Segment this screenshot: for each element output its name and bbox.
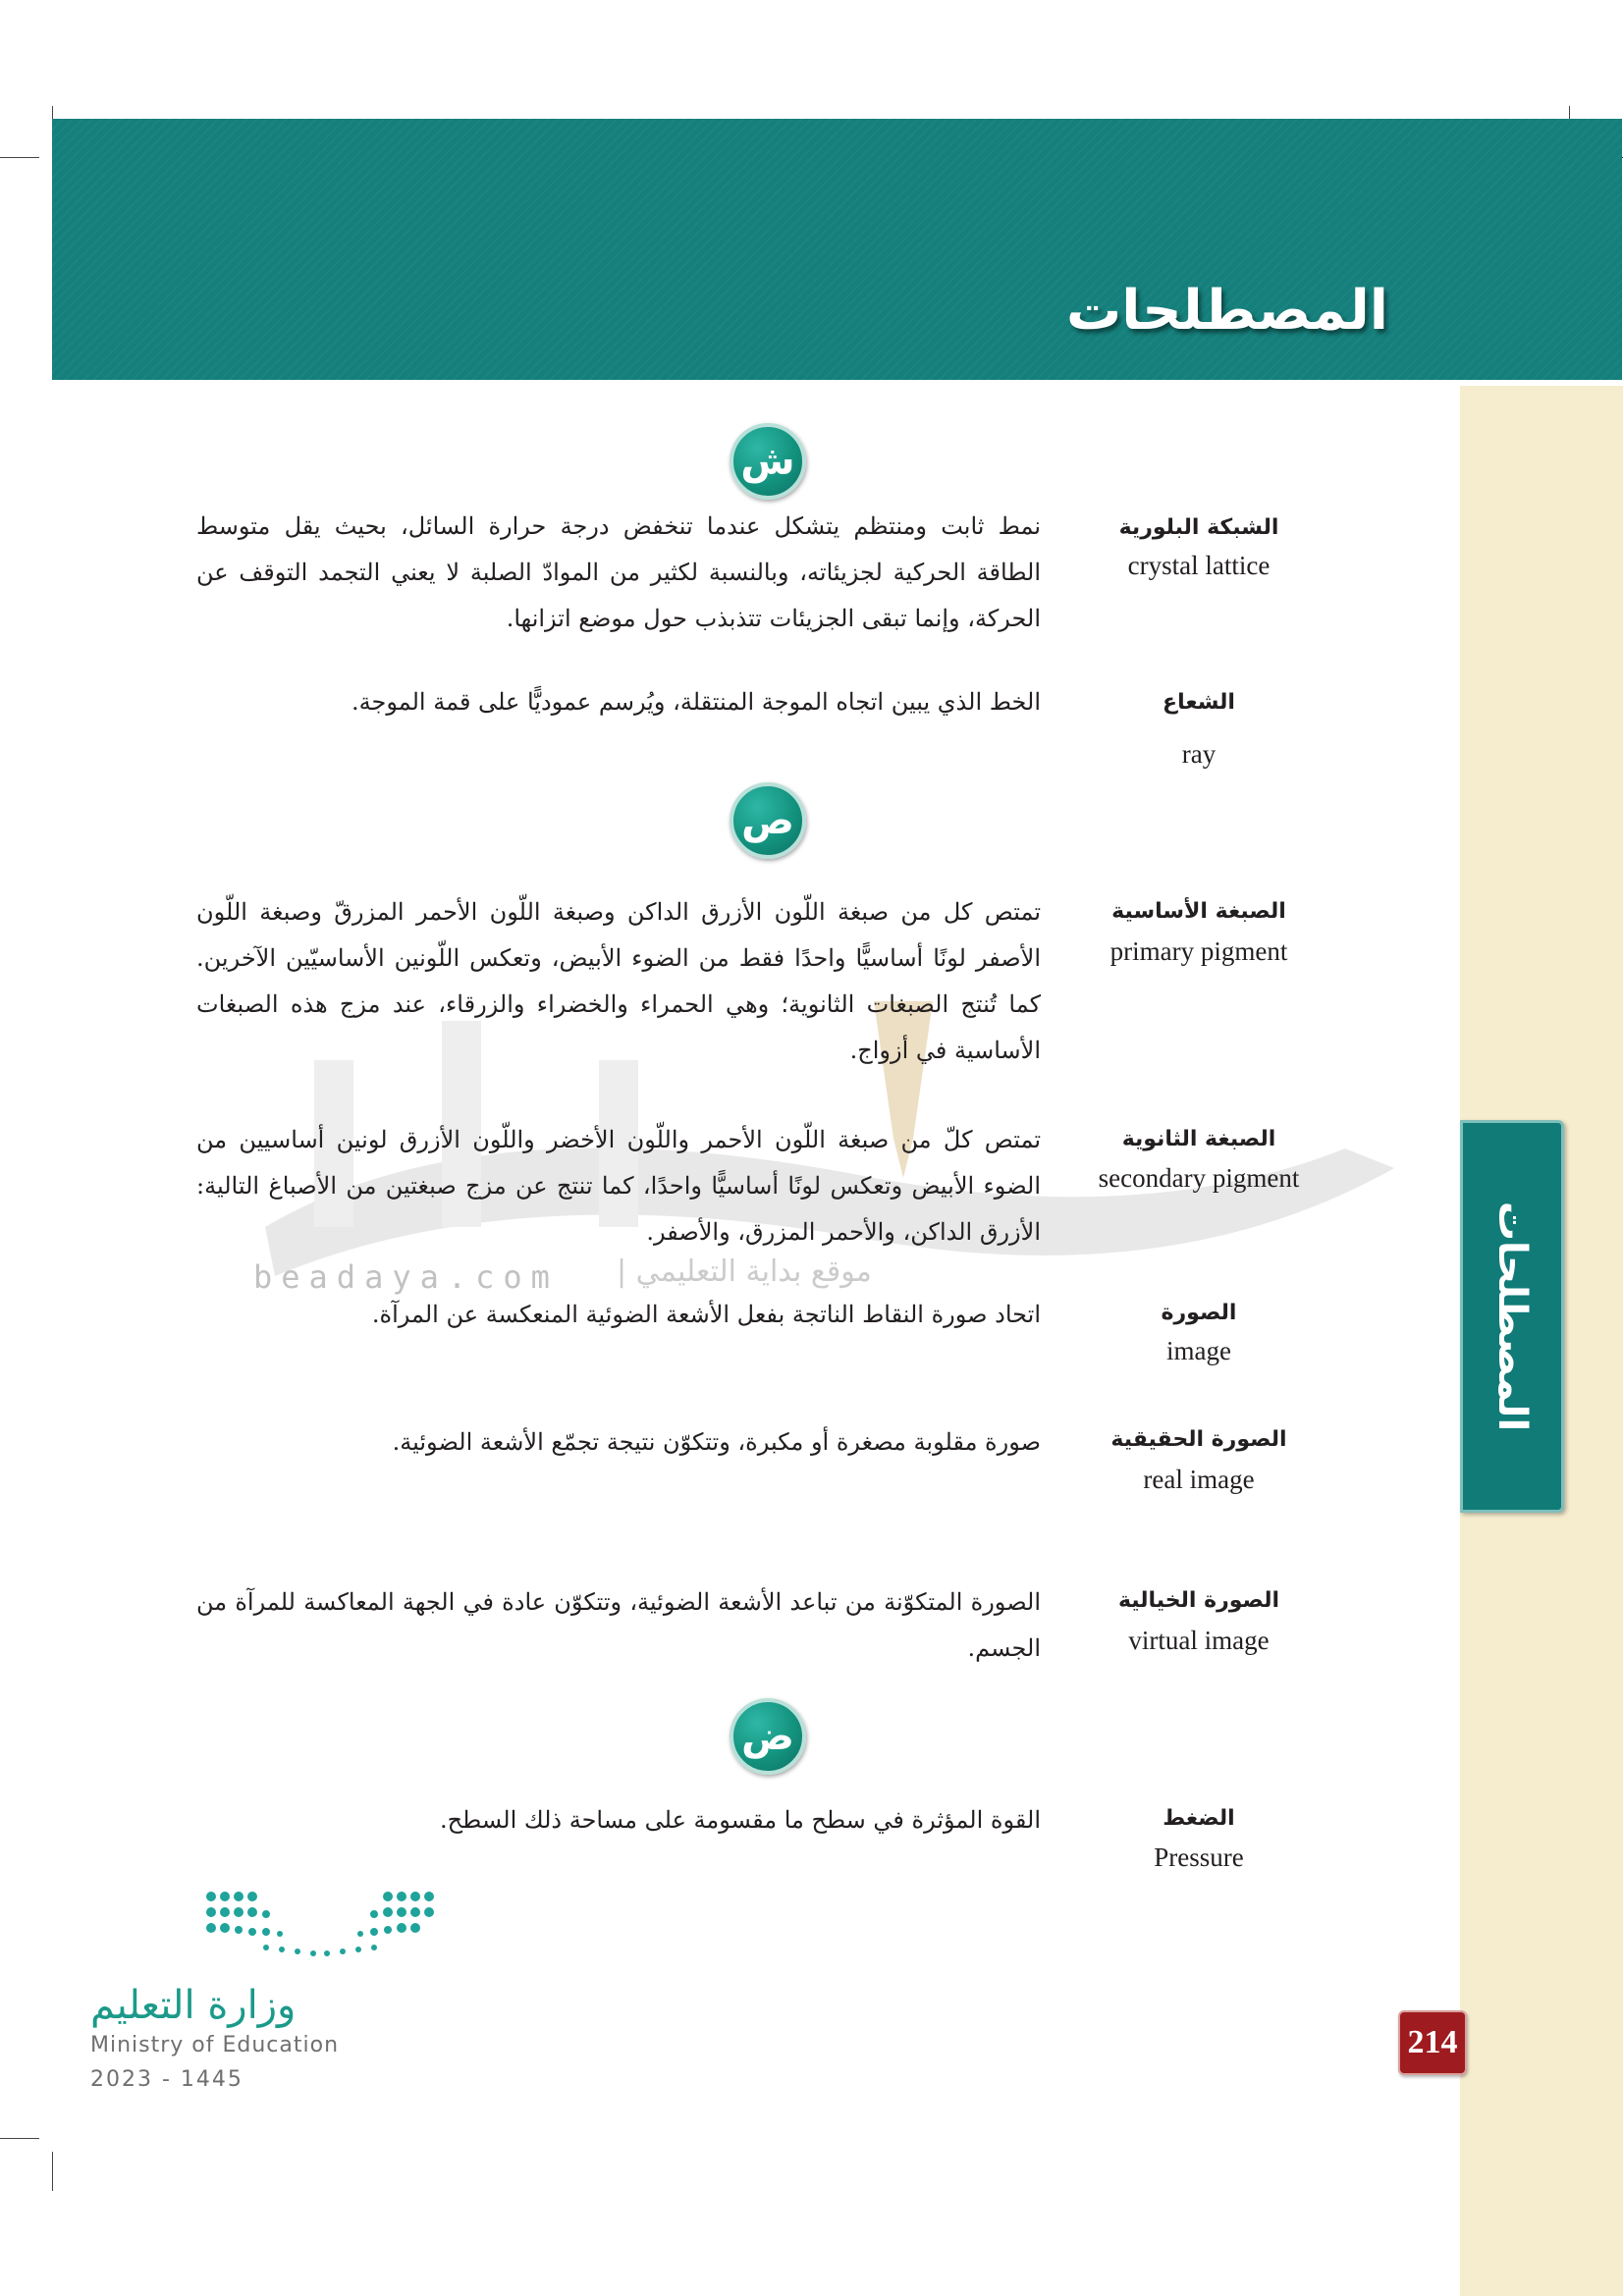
term-arabic: الشبكة البلورية <box>1118 515 1279 540</box>
side-tab <box>1460 1120 1564 1513</box>
term-english: Pressure <box>1154 1842 1244 1872</box>
term-english: ray <box>1181 739 1217 769</box>
section-letter-badge: ش <box>730 423 806 500</box>
ministry-name-arabic: وزارة التعليم <box>90 1983 297 2028</box>
term-english: image <box>1166 1336 1231 1365</box>
term-english: secondary pigment <box>1098 1163 1300 1193</box>
term-definition: صورة مقلوبة مصغرة أو مكبرة، وتتكوّن نتيجة تجمّع الأشعة الضوئية. <box>392 1428 1041 1456</box>
side-tab-label: المصطلحات <box>1489 1201 1535 1432</box>
ministry-logo-icon <box>201 1887 437 1967</box>
term-arabic: الصبغة الأساسية <box>1111 899 1286 924</box>
term-arabic: الصورة الخيالية <box>1117 1588 1280 1613</box>
watermark-site: beadaya.com <box>253 1258 559 1296</box>
term-arabic: الصورة <box>1161 1301 1237 1325</box>
page-number: 214 <box>1398 2010 1467 2075</box>
crop-mark <box>0 2138 39 2139</box>
header-band <box>52 119 1622 380</box>
term-english: real image <box>1143 1465 1255 1494</box>
term-arabic: الشعاع <box>1163 690 1235 715</box>
ministry-year: 2023 - 1445 <box>90 2067 243 2092</box>
term-definition: تمتص كل من صبغة اللّون الأزرق الداكن وصبغة اللّون الأحمر المزرقّ وصبغة اللّون الأصفر لونًا أساسيًّا واحدًا فقط من الضوء الأبيض، وتعكس اللّونين الأساسيّين الآخرين. كما تُنتج الصبغات الثانوية؛ وهي الحمراء والخضراء والزرقاء، عند مزج هذه الصبغات الأساسية في أزواج. <box>196 898 1041 1064</box>
term-definition: الخط الذي يبين اتجاه الموجة المنتقلة، ويُرسم عموديًّا على قمة الموجة. <box>352 688 1041 716</box>
page-title: المصطلحات <box>1065 279 1388 343</box>
term-english: primary pigment <box>1109 936 1288 966</box>
term-english: virtual image <box>1128 1626 1270 1655</box>
watermark-arabic: موقع بداية التعليمي | <box>617 1255 872 1289</box>
term-definition: اتحاد صورة النقاط الناتجة بفعل الأشعة الضوئية المنعكسة عن المرآة. <box>371 1301 1041 1328</box>
term-english: crystal lattice <box>1127 551 1271 580</box>
crop-mark <box>0 157 39 158</box>
section-letter-badge: ض <box>730 1698 806 1775</box>
term-definition: نمط ثابت ومنتظم يتشكل عندما تنخفض درجة حرارة السائل، بحيث يقل متوسط الطاقة الحركية لجزيئاته، وبالنسبة لكثير من الموادّ الصلبة لا يعني التجمد التوقف عن الحركة، وإنما تبقى الجزيئات تتذبذب حول موضع اتزانها. <box>196 512 1041 632</box>
term-arabic: الصورة الحقيقية <box>1110 1427 1287 1452</box>
term-definition: الصورة المتكوّنة من تباعد الأشعة الضوئية، وتتكوّن عادة في الجهة المعاكسة للمرآة من الجسم. <box>196 1588 1041 1662</box>
term-definition: تمتص كلّ من صبغة اللّون الأحمر واللّون الأخضر واللّون الأزرق لونين أساسيين من الضوء الأبيض وتعكس لونًا أساسيًّا واحدًا، كما تنتج عن مزج صبغتين من الأصباغ التالية: الأزرق الداكن، والأحمر المزرق، والأصفر. <box>196 1126 1041 1246</box>
term-arabic: الصبغة الثانوية <box>1121 1127 1276 1151</box>
ministry-name-english: Ministry of Education <box>90 2033 340 2057</box>
section-letter-badge: ص <box>730 782 806 859</box>
crop-mark <box>52 2152 53 2191</box>
term-arabic: الضغط <box>1163 1806 1235 1831</box>
term-definition: القوة المؤثرة في سطح ما مقسومة على مساحة ذلك السطح. <box>440 1806 1041 1834</box>
